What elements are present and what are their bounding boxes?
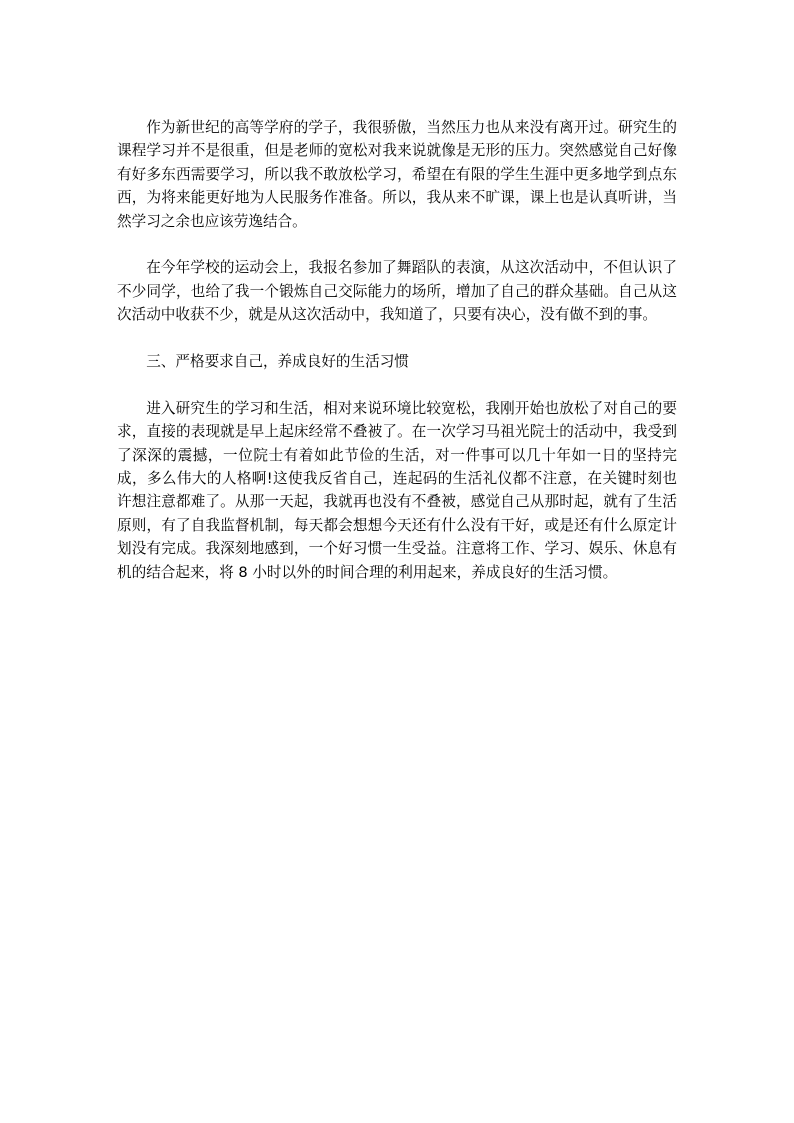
section-heading: 三、严格要求自己，养成良好的生活习惯 xyxy=(146,353,409,371)
paragraph-life-habits: 进入研究生的学习和生活，相对来说环境比较宽松，我刚开始也放松了对自己的要求，直接的表现就是早上起床经常不叠被了。在一次学习马祖光院士的活动中，我受到了深深的震撼，一位院士有着如此节俭的生活，对一件事可以几十年如一日的坚持完成，多么伟大的人格啊!这使我反省自己，连起码的生活礼仪都不注意，在关键时刻也许想注意都难了。从那一天起，我就再也没有不叠被，感觉自己从那时起，就有了生活原则，有了自我监督机制，每天都会想想今天还有什么没有干好，或是还有什么原定计划没有完成。我深刻地感到，一个好习惯一生受益。注意将工作、学习、娱乐、休息有机的结合起来，将 8 小时以外的时间合理的利用起来，养成良好的生活习惯。 xyxy=(117,399,677,581)
paragraph-sports-meet: 在今年学校的运动会上，我报名参加了舞蹈队的表演，从这次活动中，不但认识了不少同学，也给了我一个锻炼自己交际能力的场所，增加了自己的群众基础。自己从这次活动中收获不少，就是从这次活动中，我知道了，只要有决心，没有做不到的事。 xyxy=(117,259,677,324)
paragraph-study: 作为新世纪的高等学府的学子，我很骄傲，当然压力也从来没有离开过。研究生的课程学习并不是很重，但是老师的宽松对我来说就像是无形的压力。突然感觉自己好像有好多东西需要学习，所以我不敢放松学习，希望在有限的学生生涯中更多地学到点东西，为将来能更好地为人民服务作准备。所以，我从来不旷课，课上也是认真听讲，当然学习之余也应该劳逸结合。 xyxy=(117,119,677,230)
document-page xyxy=(117,116,677,607)
